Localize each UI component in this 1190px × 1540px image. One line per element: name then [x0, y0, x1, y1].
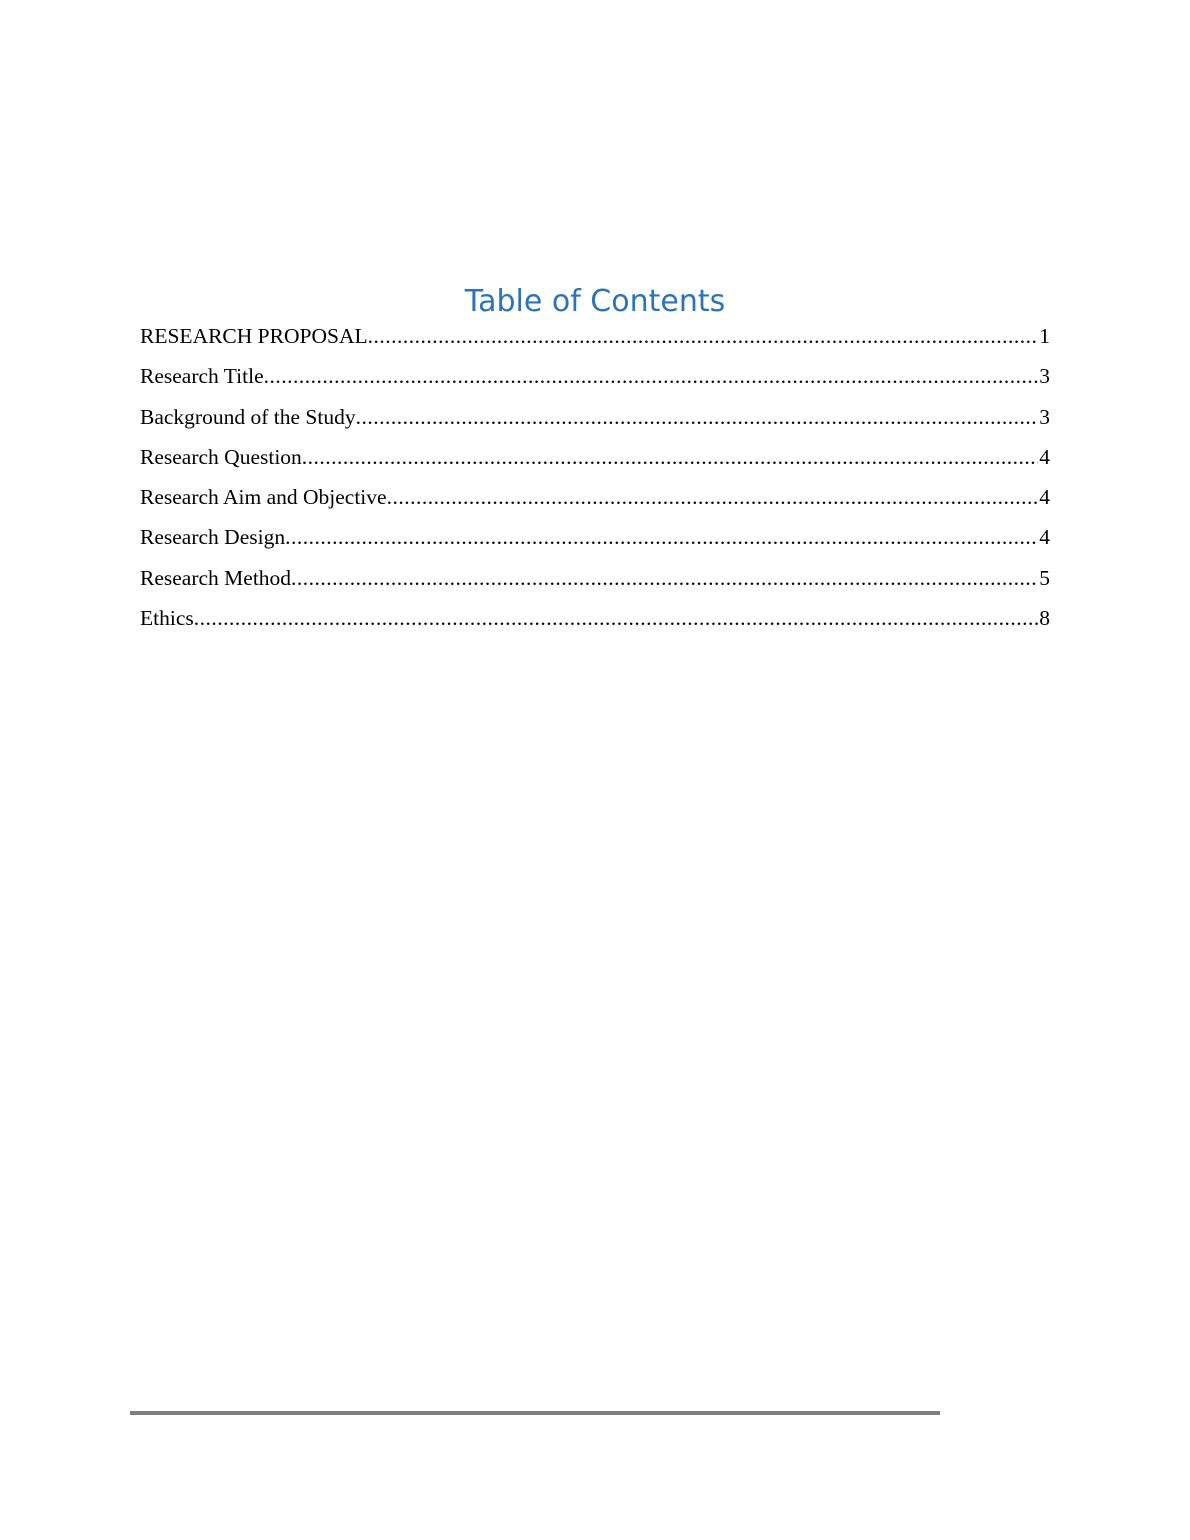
- toc-entry-research-design[interactable]: [140, 521, 1050, 561]
- toc-entry-page: 1: [1039, 324, 1050, 348]
- toc-entry-label: Research Aim and Objective: [140, 485, 387, 510]
- toc-entry-page: 8: [1039, 606, 1050, 631]
- toc-dot-leader: [387, 481, 1039, 513]
- toc-dot-leader: [368, 320, 1039, 352]
- toc-entry-label: Research Design: [140, 525, 286, 550]
- toc-dot-leader: [356, 401, 1039, 433]
- toc-title: Table of Contents: [464, 284, 726, 319]
- toc-entry-label: Ethics: [140, 606, 194, 631]
- toc-entry-label: Research Title: [140, 364, 264, 389]
- toc-entry-research-title[interactable]: [140, 360, 1050, 400]
- toc-dot-leader: [285, 521, 1038, 553]
- toc-entry-ethics[interactable]: [140, 602, 1050, 642]
- toc-dot-leader: [264, 360, 1039, 392]
- toc-entry-page: 5: [1039, 565, 1050, 590]
- toc-entry-label: Background of the Study: [140, 404, 356, 429]
- toc-list: [140, 320, 1050, 642]
- toc-entry-label: RESEARCH PROPOSAL: [140, 324, 368, 348]
- toc-entry-page: 4: [1039, 525, 1050, 550]
- toc-entry-label: Research Question: [140, 444, 302, 469]
- toc-entry-background[interactable]: [140, 401, 1050, 441]
- toc-dot-leader: [302, 441, 1038, 473]
- toc-dot-leader: [291, 562, 1038, 594]
- footer-divider: [130, 1411, 940, 1415]
- toc-entry-label: Research Method: [140, 565, 292, 590]
- toc-dot-leader: [194, 602, 1039, 634]
- toc-entry-page: 4: [1039, 444, 1050, 469]
- toc-entry-research-method[interactable]: [140, 562, 1050, 602]
- toc-entry-page: 3: [1039, 404, 1050, 429]
- toc-entry-research-proposal[interactable]: [140, 320, 1050, 360]
- toc-entry-aim-objective[interactable]: [140, 481, 1050, 521]
- toc-entry-page: 3: [1039, 364, 1050, 389]
- toc-entry-research-question[interactable]: [140, 441, 1050, 481]
- toc-entry-page: 4: [1039, 485, 1050, 510]
